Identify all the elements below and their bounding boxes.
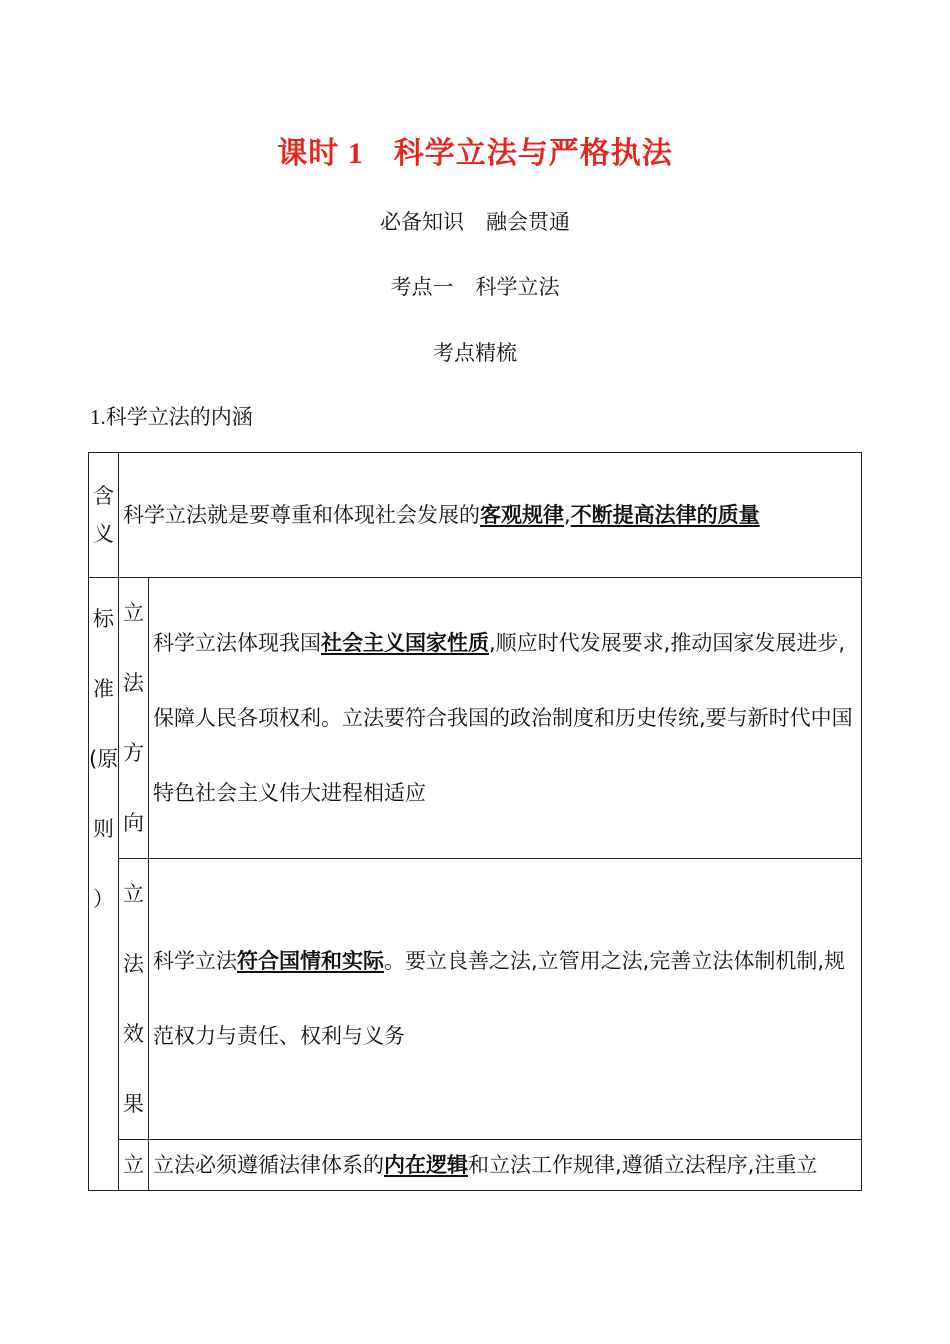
- cell-text: 科学立法体现我国: [153, 630, 321, 655]
- subtitle-topic: [0, 271, 950, 301]
- effect-cell: [149, 859, 862, 1140]
- subtitle-part: 科学立法: [475, 275, 560, 299]
- row-label-effect: [119, 859, 149, 1140]
- process-cell: [149, 1140, 862, 1191]
- highlight-text: 内在逻辑: [384, 1153, 468, 1177]
- label-char: 准: [93, 677, 114, 701]
- label-char: 立: [123, 601, 144, 625]
- label-char: 则: [93, 817, 114, 841]
- label-char: 立: [123, 882, 144, 906]
- cell-text: 科学立法: [153, 949, 237, 973]
- label-char: 法: [123, 952, 144, 976]
- highlight-text: 符合国情和实际: [237, 949, 384, 973]
- label-char: (原: [89, 747, 119, 771]
- table-row: [89, 453, 862, 578]
- subtitle-part: 必备知识: [380, 210, 464, 234]
- table-row: [89, 1140, 862, 1191]
- cell-text: 和立法工作规律,遵循立法程序,注重立: [468, 1153, 818, 1177]
- table-row: [89, 578, 862, 859]
- cell-text: 科学立法就是要尊重和体现社会发展的: [123, 502, 480, 527]
- content-table: [88, 452, 862, 1191]
- highlight-text: 社会主义国家性质: [321, 630, 489, 655]
- label-char: 向: [123, 811, 144, 835]
- cell-text: ,: [564, 502, 571, 527]
- meaning-cell: [119, 453, 862, 578]
- row-label-direction: [119, 578, 149, 859]
- section-text: 科学立法的内涵: [105, 405, 253, 429]
- cell-text: ,顺应时代发展要求,推动国家发展进步,保障人民各项权利。立法要符合我国的政治制度和历史传统,要与新时代中国特色社会主义伟大进程相适应: [153, 630, 853, 805]
- section-heading: [90, 401, 253, 431]
- cell-text: 。要立良善之法,立管用之法,完善立法体制机制,规范权力与责任、权利与义务: [153, 949, 846, 1048]
- label-char: 含: [93, 484, 114, 508]
- row-label-meaning: [89, 453, 119, 578]
- label-char: 方: [123, 741, 144, 765]
- label-char: 果: [123, 1092, 144, 1116]
- highlight-text: 客观规律: [480, 502, 564, 527]
- subtitle-review: 考点精梳: [433, 341, 517, 365]
- row-label-process: [119, 1140, 149, 1191]
- lesson-title: 科学立法与严格执法: [393, 136, 673, 171]
- label-char: ）: [93, 887, 114, 911]
- label-char: 义: [93, 522, 114, 546]
- subtitle-knowledge: [0, 206, 950, 236]
- highlight-text: 不断提高法律的质量: [570, 502, 760, 527]
- label-char: 标: [93, 607, 114, 631]
- subtitle-part: 考点一: [390, 275, 454, 299]
- label-char: 法: [123, 671, 144, 695]
- table-row: [89, 859, 862, 1140]
- subtitle-part: 融会贯通: [486, 210, 570, 234]
- direction-cell: [149, 578, 862, 859]
- lesson-number: 课时 1: [277, 137, 364, 170]
- section-number: 1.: [90, 405, 106, 429]
- label-char: 立: [123, 1153, 144, 1177]
- row-label-standard: [89, 578, 119, 1191]
- label-char: 效: [123, 1022, 144, 1046]
- cell-text: 立法必须遵循法律体系的: [153, 1153, 384, 1177]
- page-title: [0, 128, 950, 172]
